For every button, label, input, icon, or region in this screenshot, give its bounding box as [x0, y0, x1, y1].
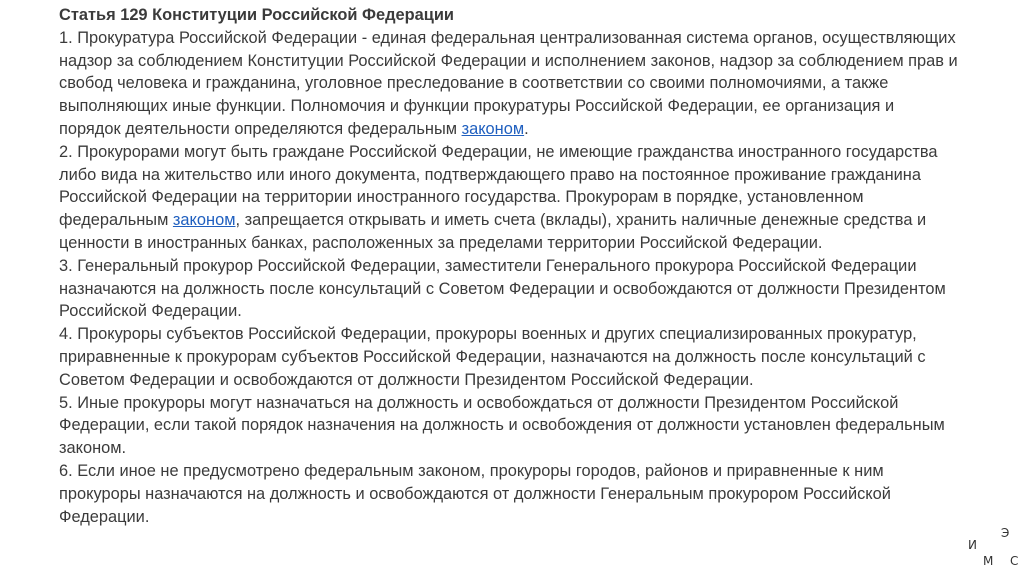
imes-logo — [964, 524, 1024, 574]
paragraph-2 — [59, 141, 959, 255]
paragraph-3: 3. Генеральный прокурор Российской Федерации, заместители Генерального прокурора Российской Федерации назначаются на должность после консультаций с Советом Федерации и освобождаются от должности Президентом Российской Федерации. — [59, 256, 946, 321]
paragraph-2-tail: , запрещается открывать и иметь счета (вклады), хранить наличные денежные средства и ценности в иностранных банках, расположенных за пределами территории Российской Федерации. — [59, 211, 927, 252]
law-link-2[interactable]: законом — [172, 211, 236, 230]
logo-letter-e: Э — [1001, 526, 1010, 540]
paragraph-2-text: 2. Прокурорами могут быть граждане Российской Федерации, не имеющие гражданства иностранного государства либо вида на жительство или иного документа, подтверждающего право на постоянное проживание гражданина Российской Федерации на территории иностранного государства. Прокурорам в порядке, установленном федеральным — [59, 142, 938, 230]
paragraph-1 — [59, 27, 959, 141]
document-title: Статья 129 Конституции Российской Федерации — [59, 6, 454, 24]
logo-letter-i: И — [968, 538, 977, 552]
logo-letter-s: С — [1010, 554, 1019, 568]
document-body — [59, 4, 959, 528]
logo-letter-m: М — [983, 554, 994, 568]
paragraph-1-text: 1. Прокуратура Российской Федерации - единая федеральная централизованная система органов, осуществляющих надзор за соблюдением Конституции Российской Федерации и исполнением законов, надзор за соблюдением прав и свобод человека и гражданина, уголовное преследование в соответствии со своими полномочиями, а также выполняющих иные функции. Полномочия и функции прокуратуры Российской Федерации, ее организация и порядок деятельности определяются федеральным — [59, 28, 958, 138]
paragraph-1-tail: . — [524, 119, 529, 138]
paragraph-6: 6. Если иное не предусмотрено федеральным законом, прокуроры городов, районов и приравненные к ним прокуроры назначаются на должность и освобождаются от должности Генеральным прокурором Российской Федерации. — [59, 461, 891, 526]
law-link-1[interactable]: законом — [461, 119, 525, 138]
paragraph-4: 4. Прокуроры субъектов Российской Федерации, прокуроры военных и других специализированных прокуратур, приравненные к прокурорам субъектов Российской Федерации, назначаются на должность после консультаций с Советом Федерации и освобождаются от должности Президентом Российской Федерации. — [59, 325, 926, 389]
paragraph-5: 5. Иные прокуроры могут назначаться на должность и освобождаться от должности Президентом Российской Федерации, если такой порядок назначения на должность и освобождения от должности установлен федеральным законом. — [59, 393, 945, 458]
